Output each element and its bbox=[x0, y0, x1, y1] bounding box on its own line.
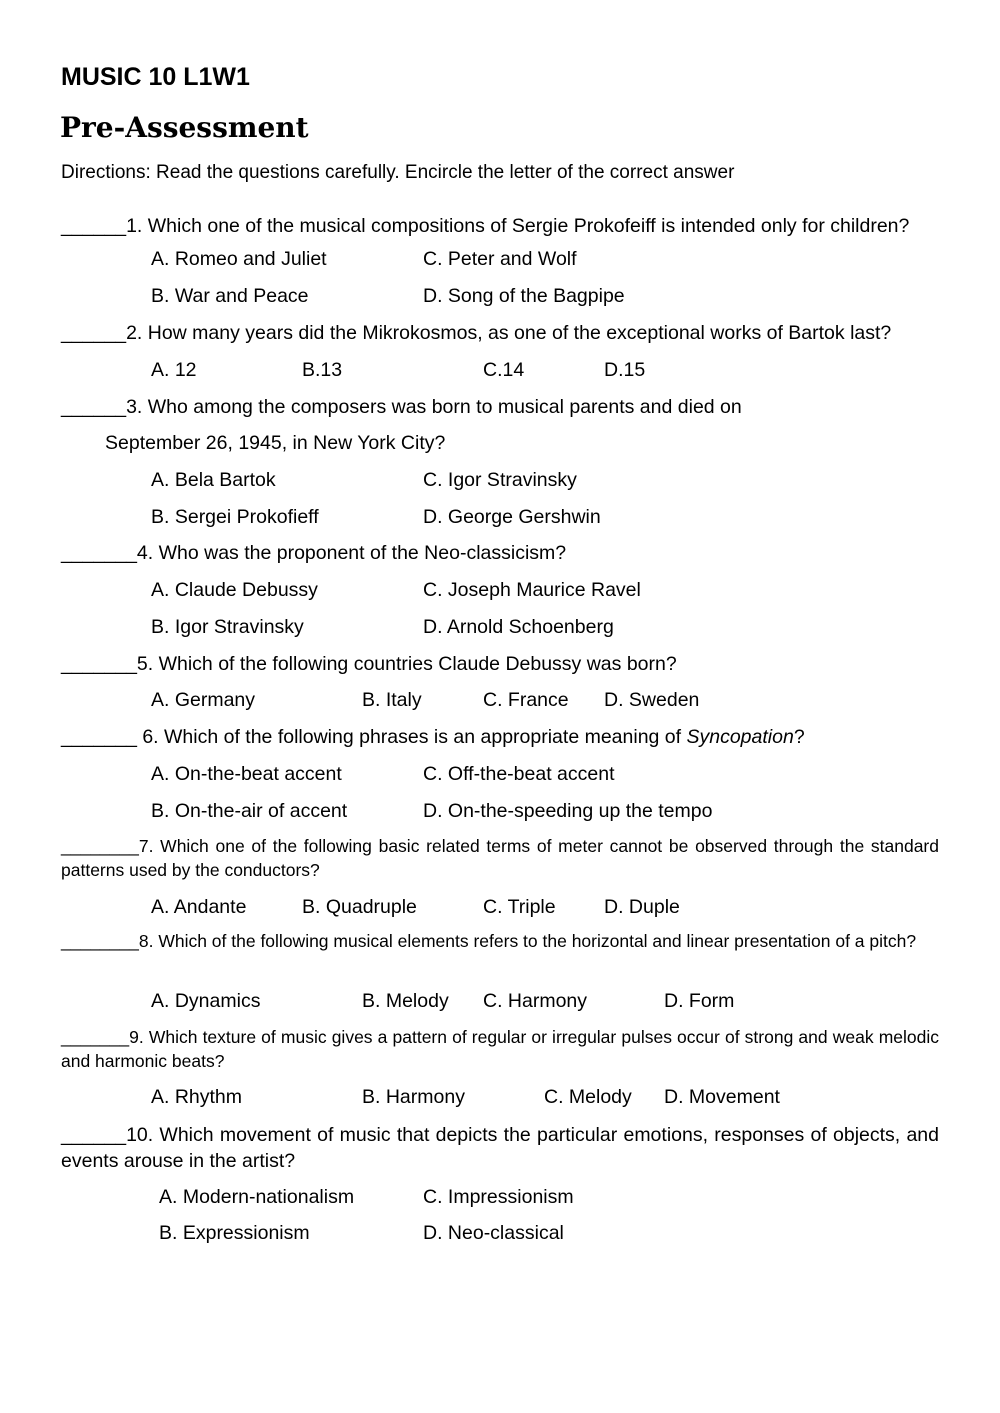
option-5c: C. France bbox=[483, 689, 569, 711]
option-4b: B. Igor Stravinsky bbox=[151, 616, 304, 638]
option-2d: D.15 bbox=[604, 359, 646, 381]
option-9b: B. Harmony bbox=[362, 1086, 465, 1108]
option-5a: A. Germany bbox=[151, 689, 256, 711]
option-7c: C. Triple bbox=[483, 896, 556, 918]
option-10c: C. Impressionism bbox=[423, 1186, 574, 1208]
option-4c: C. Joseph Maurice Ravel bbox=[423, 579, 641, 601]
option-1c: C. Peter and Wolf bbox=[423, 248, 577, 270]
option-3c: C. Igor Stravinsky bbox=[423, 469, 577, 491]
question-3: ______3. Who among the composers was born to musical parents and died on bbox=[61, 396, 742, 418]
option-3d: D. George Gershwin bbox=[423, 506, 601, 528]
option-8b: B. Melody bbox=[362, 990, 449, 1012]
question-10: ______10. Which movement of music that depicts the particular emotions, responses of objects, and events arouse in the artist? bbox=[61, 1124, 939, 1172]
question-6-text: _______ 6. Which of the following phrases is an appropriate meaning of bbox=[61, 726, 687, 748]
option-2b: B.13 bbox=[302, 359, 343, 381]
option-7d: D. Duple bbox=[604, 896, 680, 918]
option-8c: C. Harmony bbox=[483, 990, 588, 1012]
option-9a: A. Rhythm bbox=[151, 1086, 243, 1108]
option-5b: B. Italy bbox=[362, 689, 422, 711]
option-8d: D. Form bbox=[664, 990, 735, 1012]
question-8: ________8. Which of the following musical elements refers to the horizontal and linear presentation of a pitch? bbox=[61, 931, 917, 951]
option-5d: D. Sweden bbox=[604, 689, 700, 711]
option-2c: C.14 bbox=[483, 359, 525, 381]
question-3-continued: September 26, 1945, in New York City? bbox=[105, 432, 446, 454]
question-9: _______9. Which texture of music gives a pattern of regular or irregular pulses occur of strong and weak melodic and harmonic beats? bbox=[61, 1027, 939, 1071]
option-6d: D. On-the-speeding up the tempo bbox=[423, 800, 713, 822]
question-6-emphasis: Syncopation bbox=[686, 726, 794, 748]
question-1: ______1. Which one of the musical compositions of Sergie Prokofeiff is intended only for children? bbox=[61, 215, 910, 237]
question-2: ______2. How many years did the Mikrokosmos, as one of the exceptional works of Bartok last? bbox=[61, 322, 892, 344]
option-4a: A. Claude Debussy bbox=[151, 579, 318, 601]
course-code: MUSIC 10 L1W1 bbox=[61, 63, 250, 91]
option-1d: D. Song of the Bagpipe bbox=[423, 285, 625, 307]
option-6b: B. On-the-air of accent bbox=[151, 800, 348, 822]
option-2a: A. 12 bbox=[151, 359, 197, 381]
option-4d: D. Arnold Schoenberg bbox=[423, 616, 614, 638]
question-6-end: ? bbox=[793, 726, 805, 748]
option-1a: A. Romeo and Juliet bbox=[151, 248, 327, 270]
option-10b: B. Expressionism bbox=[159, 1222, 310, 1244]
option-6c: C. Off-the-beat accent bbox=[423, 763, 615, 785]
option-3b: B. Sergei Prokofieff bbox=[151, 506, 319, 528]
option-6a: A. On-the-beat accent bbox=[151, 763, 342, 785]
option-3a: A. Bela Bartok bbox=[151, 469, 276, 491]
option-10d: D. Neo-classical bbox=[423, 1222, 564, 1244]
option-8a: A. Dynamics bbox=[151, 990, 261, 1012]
option-7b: B. Quadruple bbox=[302, 896, 417, 918]
option-1b: B. War and Peace bbox=[151, 285, 309, 307]
option-7a: A. Andante bbox=[151, 896, 247, 918]
option-9c: C. Melody bbox=[544, 1086, 632, 1108]
question-5: _______5. Which of the following countries Claude Debussy was born? bbox=[61, 653, 677, 675]
question-4: _______4. Who was the proponent of the Neo-classicism? bbox=[61, 542, 567, 564]
directions: Directions: Read the questions carefully. Encircle the letter of the correct answer bbox=[61, 162, 735, 183]
question-6 bbox=[61, 726, 805, 748]
option-9d: D. Movement bbox=[664, 1086, 780, 1108]
option-10a: A. Modern-nationalism bbox=[159, 1186, 355, 1208]
page-title: Pre-Assessment bbox=[60, 111, 309, 144]
question-7: ________7. Which one of the following basic related terms of meter cannot be observed through the standard patterns used by the conductors? bbox=[61, 836, 939, 880]
